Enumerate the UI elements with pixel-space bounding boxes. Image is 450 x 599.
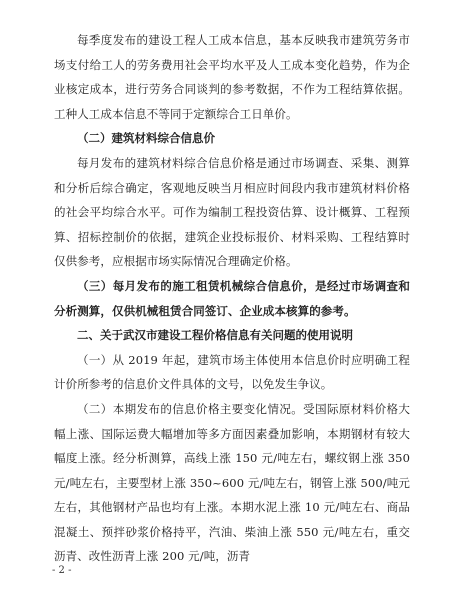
- paragraph-machinery-price: （三）每月发布的施工租赁机械综合信息价，是经过市场调查和分析测算，仅供机械租赁合同签订、企业成本核算的参考。: [54, 278, 410, 318]
- page-number: - 2 -: [52, 565, 72, 576]
- paragraph-usage-note-1: （一）从 2019 年起，建筑市场主体使用本信息价时应明确工程计价所参考的信息价文件具体的文号，以免发生争议。: [54, 352, 410, 392]
- heading-material-price: （二）建筑材料综合信息价: [77, 131, 215, 146]
- paragraph-material-price: 每月发布的建筑材料综合信息价格是通过市场调查、采集、测算和分析后综合确定，客观地反映当月相应时间段内我市建筑材料价格的社会平均综合水平。可作为编制工程投资估算、设计概算、工程预算、招标控制价的依据，建筑企业投标报价、材料采购、工程结算时仅供参考，应根据市场实际情况合理确定价格。: [54, 155, 410, 269]
- paragraph-labor-cost: 每季度发布的建设工程人工成本信息，基本反映我市建筑劳务市场支付给工人的劳务费用社会平均水平及人工成本变化趋势，作为企业核定成本，进行劳务合同谈判的参考数据，不作为工程结算依据。工种人工成本信息不等同于定额综合工日单价。: [54, 33, 410, 121]
- paragraph-usage-note-2: （二）本期发布的信息价格主要变化情况。受国际原材料价格大幅上涨、国际运费大幅增加等多方面因素叠加影响，本期钢材有较大幅度上涨。经分析测算，高线上涨 150 元/吨左右，螺纹钢上涨 350 元/吨左右，主要型材上涨 350~600 元/吨左右，钢管上涨 500/吨元左右，其他钢材产品也均有上涨。本期水泥上涨 10 元/吨左右、商品混凝土、预拌砂浆价格持平，汽油、柴油上涨 550 元/吨左右，重交沥青、改性沥青上涨 200 元/吨，沥青: [54, 401, 410, 564]
- document-page: [54, 28, 410, 569]
- heading-usage-notes: 二、关于武汉市建设工程价格信息有关问题的使用说明: [77, 328, 353, 343]
